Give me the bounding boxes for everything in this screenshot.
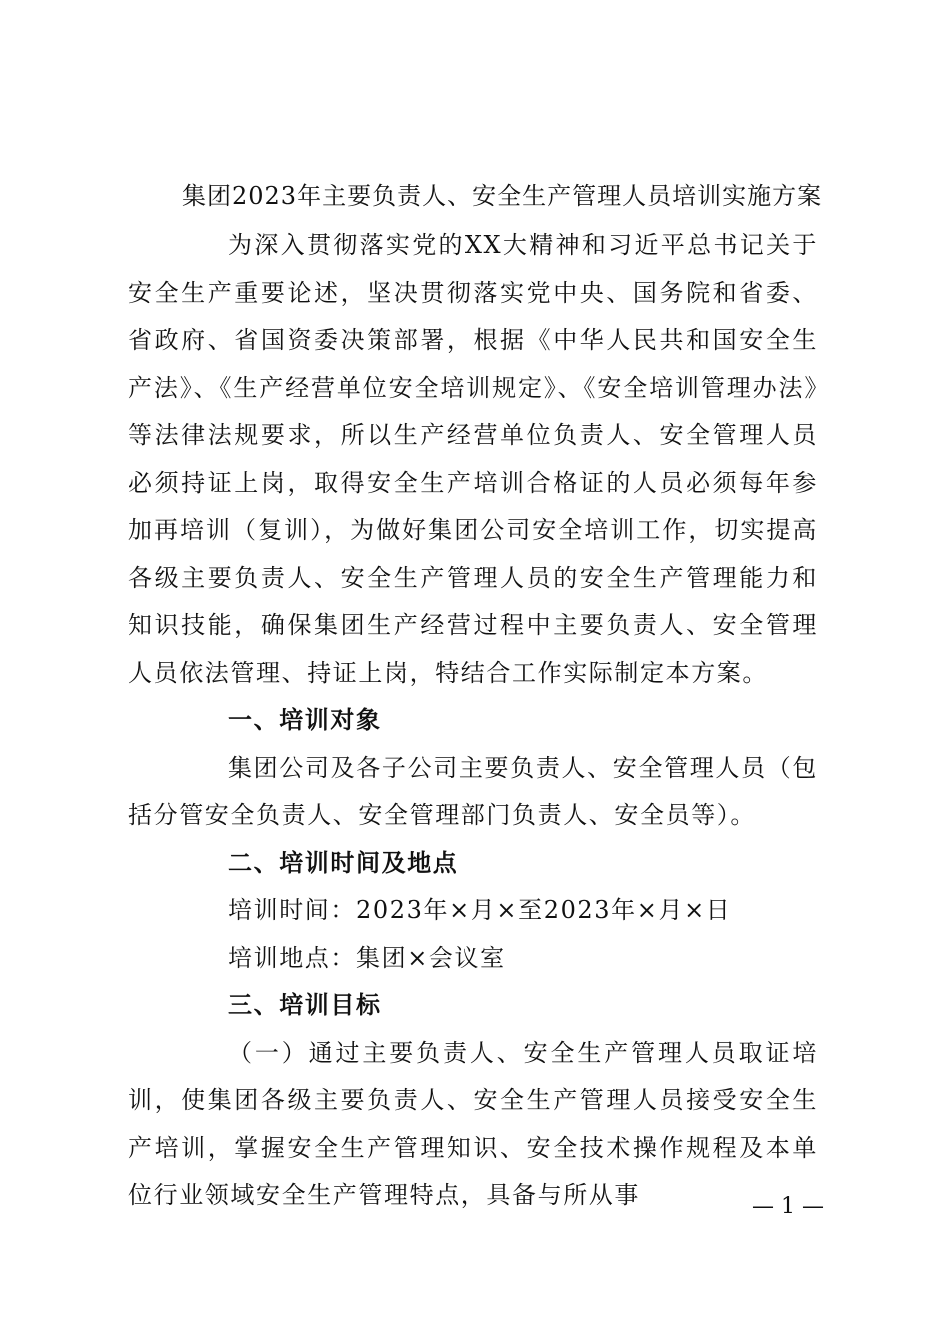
training-place-line: 培训地点：集团×会议室	[228, 943, 506, 972]
section-heading-time-place: 二、培训时间及地点	[228, 848, 459, 877]
trainees-paragraph: 集团公司及各子公司主要负责人、安全管理人员（包括分管安全负责人、安全管理部门负责人、安全员等）。	[128, 753, 818, 829]
page-number: — 1 —	[752, 1194, 824, 1219]
training-time-line: 培训时间：2023年×月×至2023年×月×日	[228, 896, 732, 924]
document-title: 集团2023年主要负责人、安全生产管理人员培训实施方案	[182, 182, 823, 210]
section-heading-trainees: 一、培训对象	[228, 706, 382, 734]
goal-item-1-paragraph: （一）通过主要负责人、安全生产管理人员取证培训，使集团各级主要负责人、安全生产管理人员接受安全生产培训，掌握安全生产管理知识、安全技术操作规程及本单位行业领域安全生产管理特点，具备与所从事	[128, 1038, 818, 1209]
section-heading-goals: 三、培训目标	[228, 991, 382, 1019]
document-body	[128, 222, 818, 1220]
intro-paragraph: 为深入贯彻落实党的XX大精神和习近平总书记关于安全生产重要论述，坚决贯彻落实党中央、国务院和省委、省政府、省国资委决策部署，根据《中华人民共和国安全生产法》、《生产经营单位安全培训规定》、《安全培训管理办法》等法律法规要求，所以生产经营单位负责人、安全管理人员必须持证上岗，取得安全生产培训合格证的人员必须每年参加再培训（复训），为做好集团公司安全培训工作，切实提高各级主要负责人、安全生产管理人员的安全生产管理能力和知识技能，确保集团生产经营过程中主要负责人、安全管理人员依法管理、持证上岗，特结合工作实际制定本方案。	[128, 231, 818, 687]
